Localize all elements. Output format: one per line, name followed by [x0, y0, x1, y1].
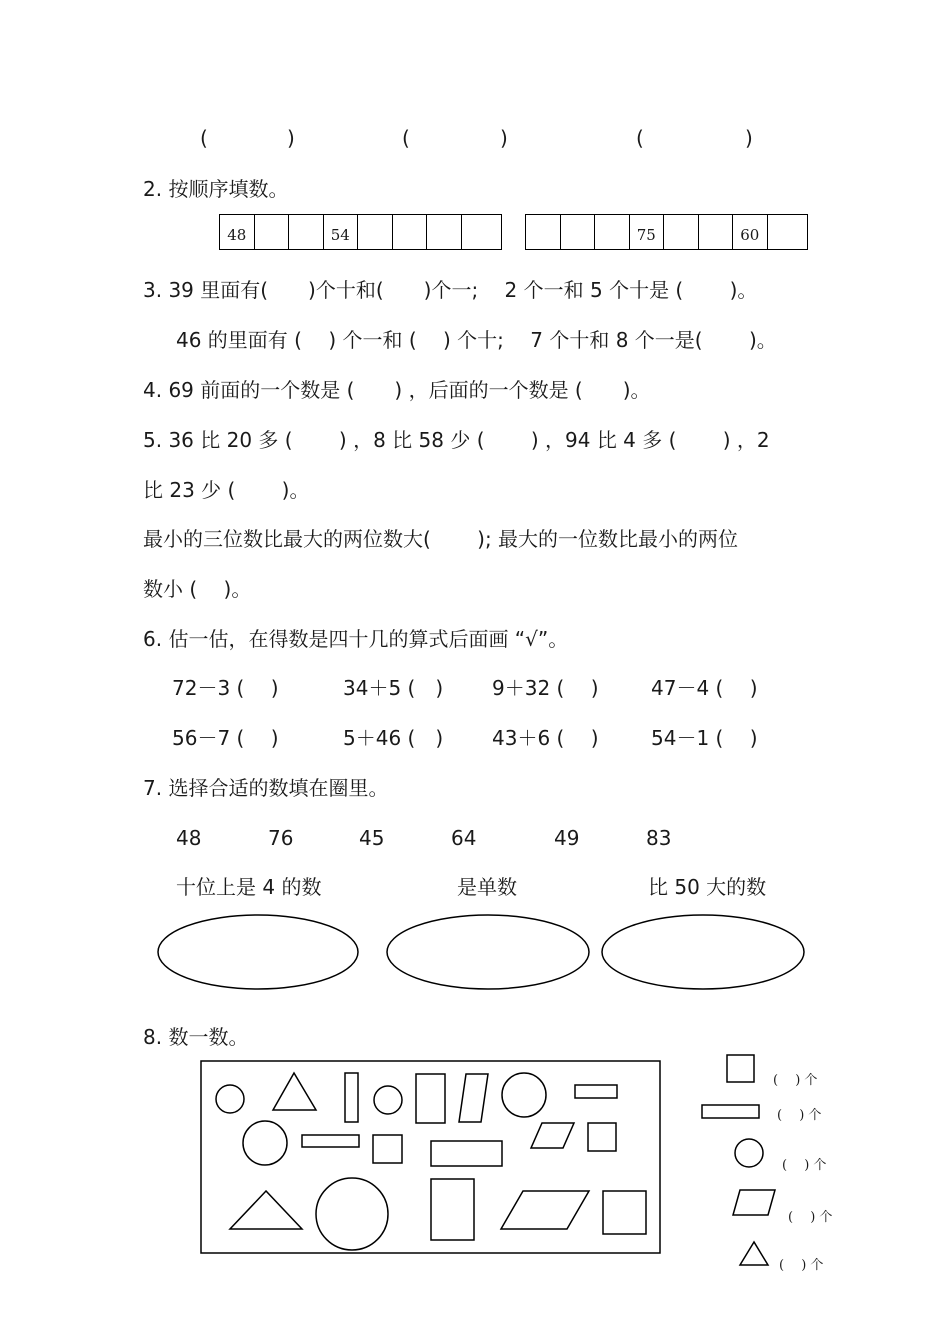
q6-title: 6. 估一估，在得数是四十几的算式后面画 “√”。 [143, 627, 569, 651]
paren-close-1: ) [287, 126, 295, 150]
legend-triangle-icon [740, 1242, 768, 1265]
number-cell: 54 [324, 215, 359, 249]
q6-item: 34＋5 ( ) [343, 676, 444, 700]
paren-close-3: ) [745, 126, 753, 150]
answer-oval-over-50[interactable] [602, 915, 804, 989]
q6-item: 54－1 ( ) [651, 726, 758, 750]
q5-line-4: 数小 ( )。 [143, 577, 252, 601]
q3-line-1: 3. 39 里面有( )个十和( )个一; 2 个一和 5 个十是 ( )。 [143, 278, 758, 302]
circle-shape [243, 1121, 287, 1165]
triangle-shape [230, 1191, 302, 1229]
q7-number: 76 [268, 826, 294, 850]
paren-open-2: ( [402, 126, 410, 150]
legend-parallelogram-icon [733, 1190, 775, 1215]
rectangle-shape [575, 1085, 617, 1098]
count-circle: ( ) 个 [782, 1158, 827, 1173]
q6-item: 56－7 ( ) [172, 726, 279, 750]
q7-number: 49 [554, 826, 580, 850]
parallelogram-shape [531, 1123, 574, 1148]
paren-open-1: ( [200, 126, 208, 150]
q7-number: 64 [451, 826, 477, 850]
legend-rectangle-icon [702, 1105, 759, 1118]
q6-item: 9＋32 ( ) [492, 676, 599, 700]
q2-title: 2. 按顺序填数。 [143, 177, 289, 201]
answer-oval-tens-4[interactable] [158, 915, 358, 989]
q4-line-1: 4. 69 前面的一个数是 ( ) ，后面的一个数是 ( )。 [143, 378, 651, 402]
q5-line-2: 比 23 少 ( )。 [143, 478, 310, 502]
square-shape [603, 1191, 646, 1234]
count-square: ( ) 个 [773, 1073, 818, 1088]
number-cell: 48 [220, 215, 255, 249]
q7-number: 45 [359, 826, 385, 850]
q7-number: 83 [646, 826, 672, 850]
number-cell: 75 [630, 215, 665, 249]
answer-oval-odd[interactable] [387, 915, 589, 989]
circle-shape [216, 1085, 244, 1113]
q7-title: 7. 选择合适的数填在圈里。 [143, 776, 389, 800]
count-triangle: ( ) 个 [779, 1258, 824, 1273]
circle-shape [316, 1178, 388, 1250]
square-shape [588, 1123, 616, 1151]
q3-line-2: 46 的里面有 ( ) 个一和 ( ) 个十; 7 个十和 8 个一是( )。 [176, 328, 777, 352]
q7-category-label: 十位上是 4 的数 [176, 875, 322, 899]
q6-item: 43＋6 ( ) [492, 726, 599, 750]
count-rectangle: ( ) 个 [777, 1108, 822, 1123]
parallelogram-shape [459, 1074, 488, 1122]
q7-category-label: 是单数 [457, 875, 517, 899]
rectangle-shape [431, 1179, 474, 1240]
rectangle-shape [416, 1074, 445, 1123]
circle-shape [502, 1073, 546, 1117]
rectangle-shape [431, 1141, 502, 1166]
triangle-shape [273, 1073, 316, 1110]
paren-close-2: ) [500, 126, 508, 150]
count-parallelogram: ( ) 个 [788, 1210, 833, 1225]
parallelogram-shape [501, 1191, 589, 1229]
square-shape [373, 1135, 402, 1163]
rectangle-shape [345, 1073, 358, 1122]
q8-title: 8. 数一数。 [143, 1025, 249, 1049]
q6-item: 47－4 ( ) [651, 676, 758, 700]
q6-item: 72－3 ( ) [172, 676, 279, 700]
rectangle-shape [302, 1135, 359, 1147]
q6-item: 5＋46 ( ) [343, 726, 444, 750]
q7-category-label: 比 50 大的数 [648, 875, 767, 899]
legend-circle-icon [735, 1139, 763, 1167]
legend-square-icon [727, 1055, 754, 1082]
q7-number: 48 [176, 826, 202, 850]
q5-line-3: 最小的三位数比最大的两位数大( ); 最大的一位数比最小的两位 [143, 527, 739, 551]
q5-line-1: 5. 36 比 20 多 ( ) ，8 比 58 少 ( ) ，94 比 4 多 ( ) ，2 [143, 428, 770, 452]
paren-open-3: ( [636, 126, 644, 150]
circle-shape [374, 1086, 402, 1114]
number-cell: 60 [733, 215, 768, 249]
